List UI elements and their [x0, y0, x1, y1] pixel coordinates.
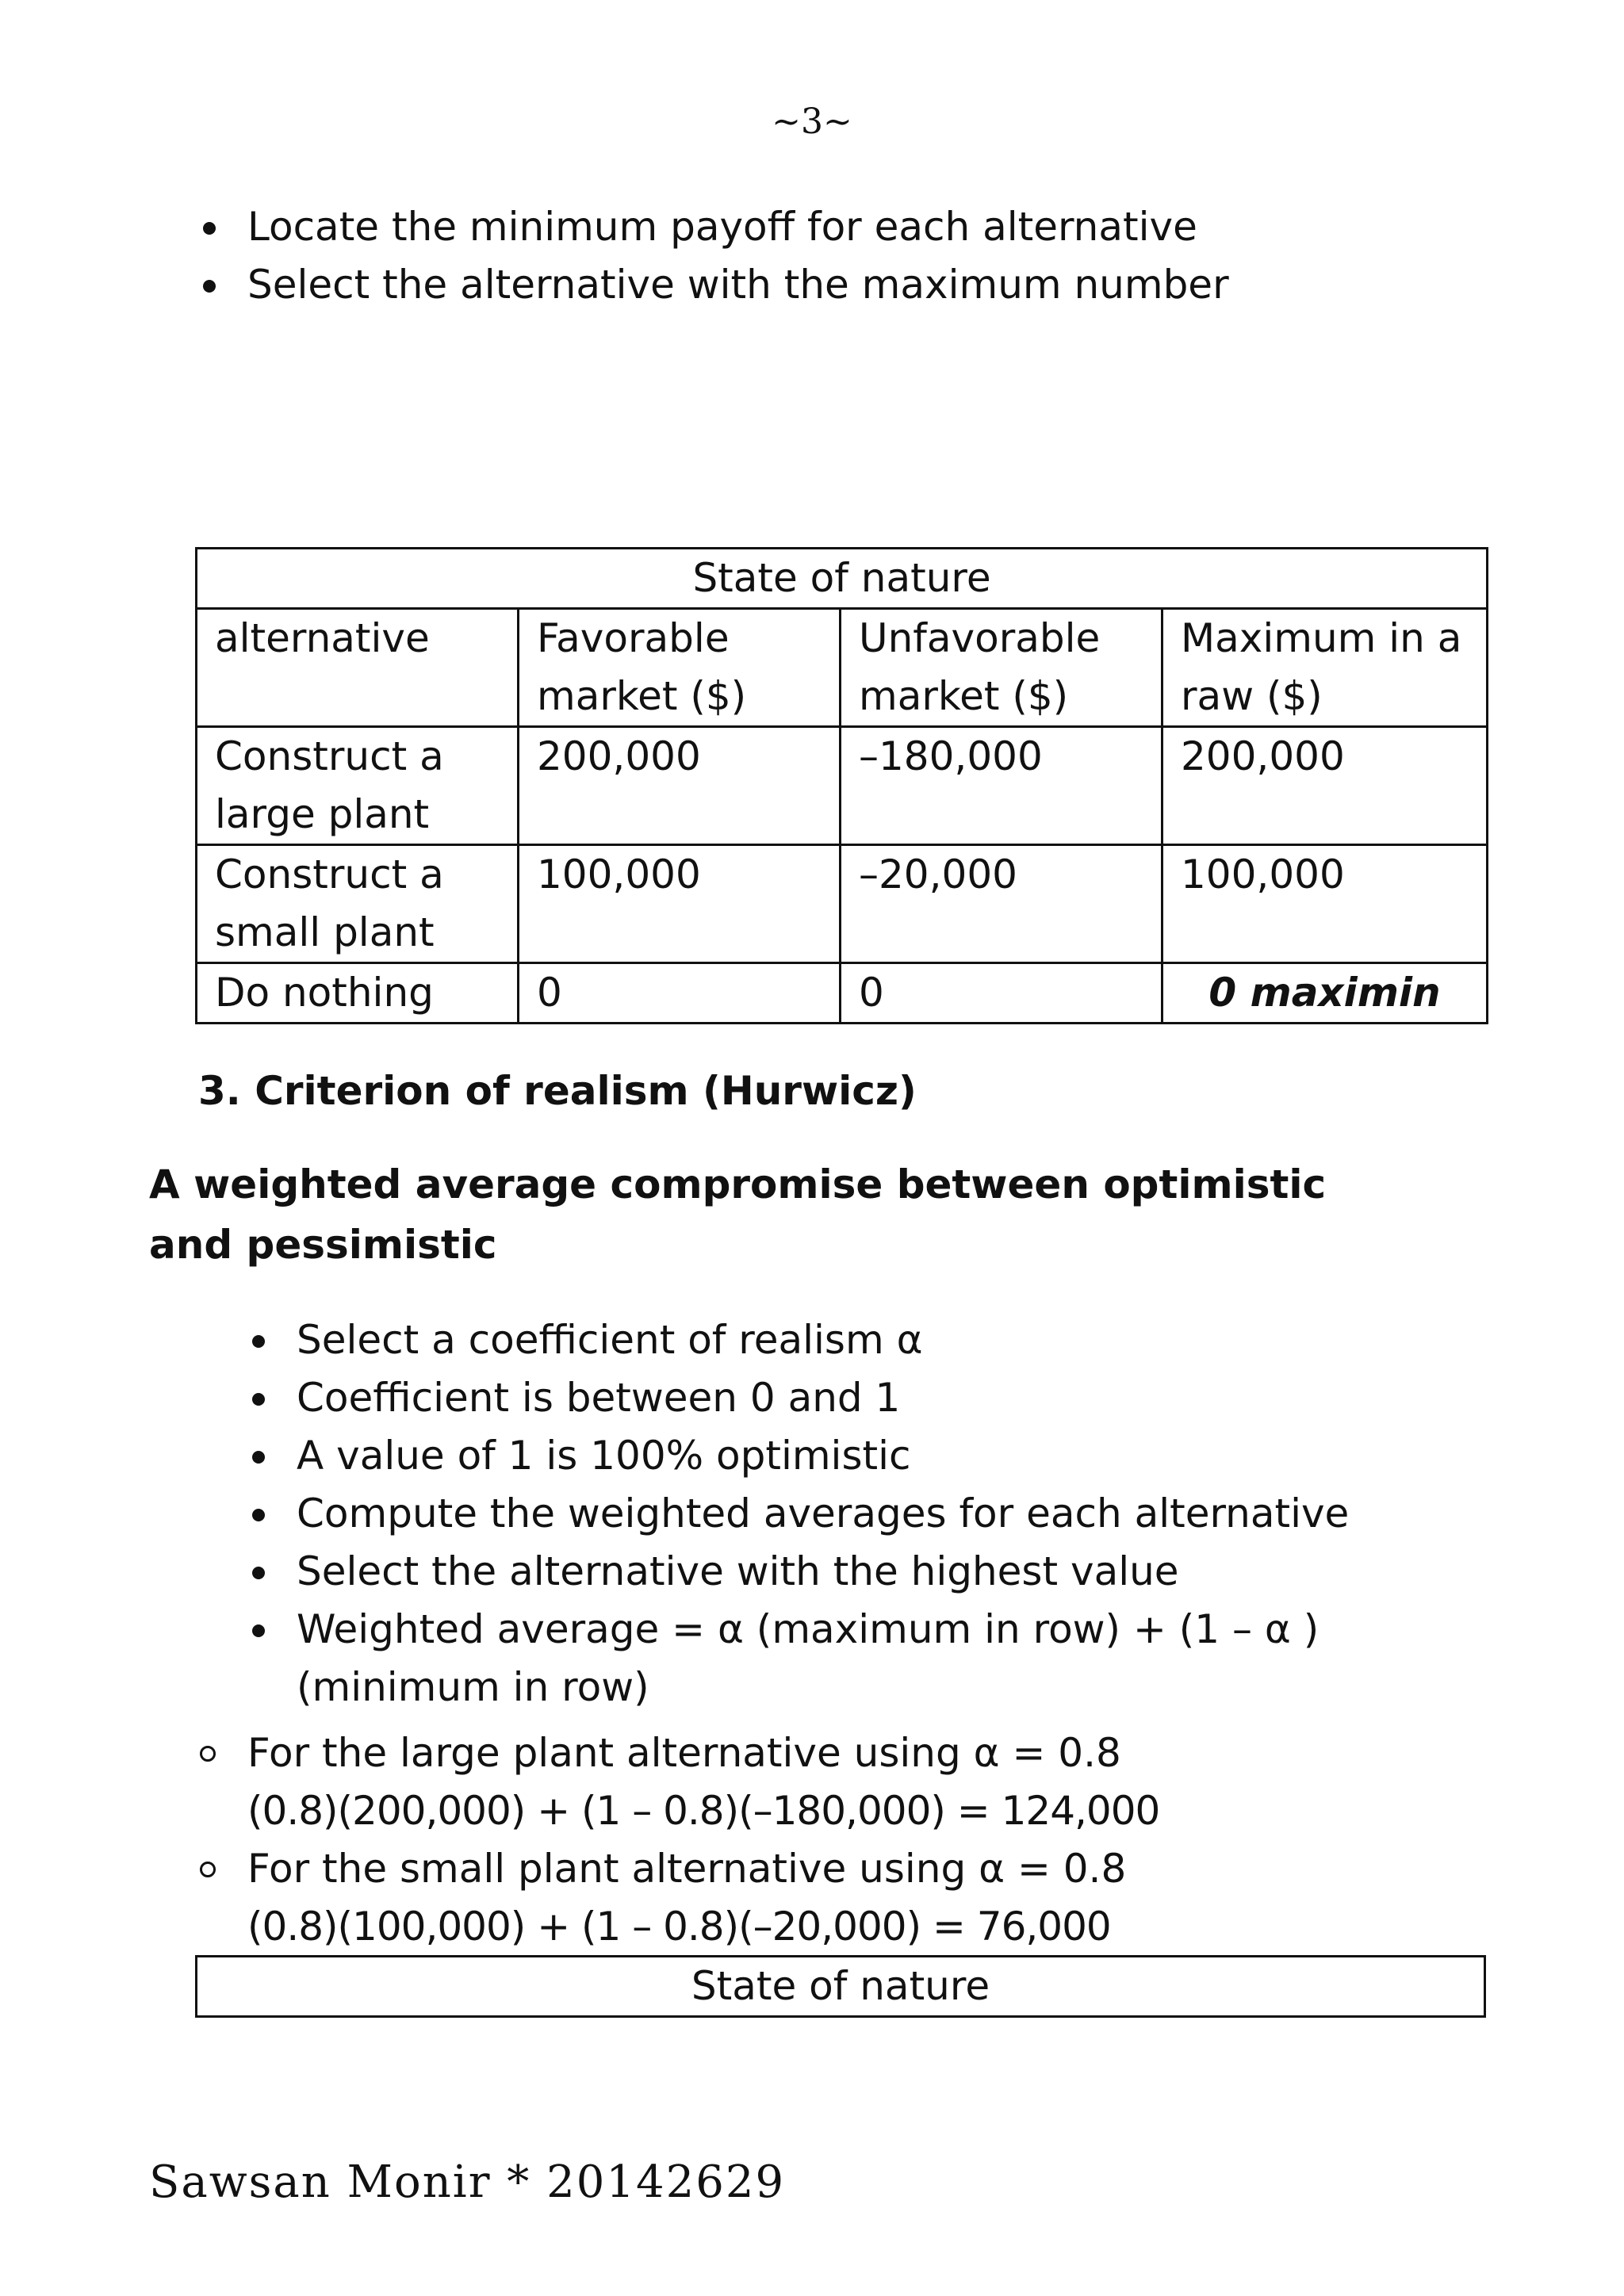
example-calculation: (0.8)(100,000) + (1 – 0.8)(–20,000) = 76,000 — [247, 1904, 1111, 1950]
table-header-row — [197, 609, 1488, 727]
table-cell: 0 — [841, 963, 1162, 1024]
table-group-header-row — [197, 549, 1488, 609]
intro-bullet-list — [247, 198, 1516, 314]
table-group-header: State of nature — [197, 1957, 1485, 2017]
table-row — [197, 727, 1488, 845]
footer-author: Sawsan Monir * 20142629 — [149, 2156, 786, 2208]
page-number: ~3~ — [772, 101, 852, 142]
realism-bullet-list — [297, 1311, 1502, 1716]
table-cell: –20,000 — [841, 845, 1162, 963]
list-item: Coefficient is between 0 and 1 — [297, 1369, 1502, 1427]
table-cell: Do nothing — [197, 963, 519, 1024]
list-item: Select the alternative with the maximum number — [247, 256, 1516, 314]
example-calculation: (0.8)(200,000) + (1 – 0.8)(–180,000) = 124,000 — [247, 1788, 1160, 1834]
example-label: For the small plant alternative using α = 0.8 — [247, 1840, 1500, 1898]
table-group-header-row — [197, 1957, 1485, 2017]
example-list — [247, 1724, 1500, 1956]
column-header: alternative — [197, 609, 519, 727]
list-item: Locate the minimum payoff for each alternative — [247, 198, 1516, 256]
list-item: Compute the weighted averages for each alternative — [297, 1485, 1502, 1543]
payoff-table — [195, 547, 1488, 1024]
table-cell: 200,000 — [1162, 727, 1488, 845]
table-cell: Construct a large plant — [197, 727, 519, 845]
column-header: Maximum in a raw ($) — [1162, 609, 1488, 727]
table-cell: 200,000 — [519, 727, 841, 845]
table-cell: 100,000 — [519, 845, 841, 963]
list-item: A value of 1 is 100% optimistic — [297, 1427, 1502, 1485]
list-item: Weighted average = α (maximum in row) + (1 – α )(minimum in row) — [297, 1601, 1502, 1716]
table-row — [197, 845, 1488, 963]
table-group-header: State of nature — [197, 549, 1488, 609]
example-label: For the large plant alternative using α = 0.8 — [247, 1724, 1500, 1782]
table-row — [197, 963, 1488, 1024]
column-header: Unfavorable market ($) — [841, 609, 1162, 727]
table-cell: Construct a small plant — [197, 845, 519, 963]
second-table — [195, 1955, 1486, 2018]
table-cell: 100,000 — [1162, 845, 1488, 963]
section-heading: 3. Criterion of realism (Hurwicz) — [198, 1068, 917, 1114]
maximin-cell: 0 maximin — [1162, 963, 1488, 1024]
column-header: Favorable market ($) — [519, 609, 841, 727]
subheading: A weighted average compromise between optimistic and pessimistic — [149, 1161, 1327, 1268]
list-item: Select a coefficient of realism α — [297, 1311, 1502, 1369]
table-cell: 0 — [519, 963, 841, 1024]
table-cell: –180,000 — [841, 727, 1162, 845]
list-item: Select the alternative with the highest value — [297, 1543, 1502, 1601]
